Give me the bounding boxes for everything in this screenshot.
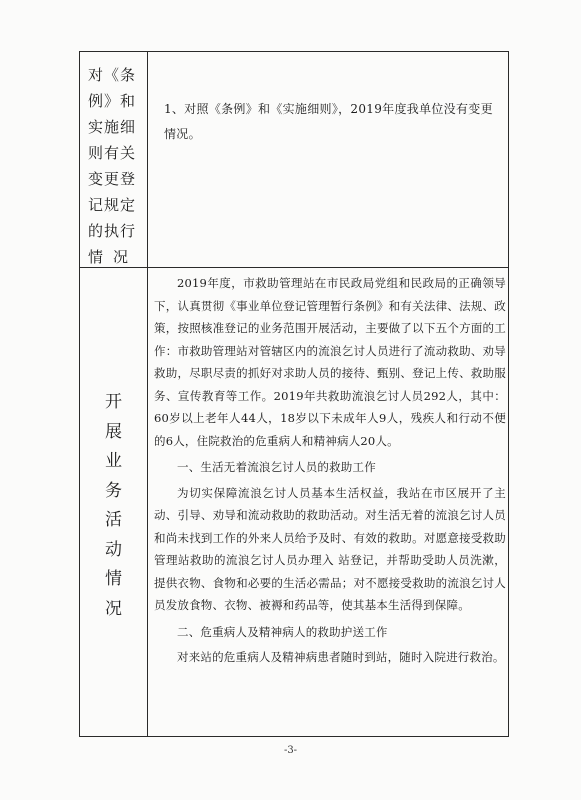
label-char: 业 bbox=[105, 451, 122, 471]
column-divider bbox=[147, 268, 148, 736]
registration-change-content: 1、对照《条例》和《实施细则》，2019年度我单位没有变更情况。 bbox=[164, 102, 493, 141]
registration-change-row bbox=[80, 52, 508, 268]
body-paragraph: 对来站的危重病人及精神病患者随时到站，随时入院进行救治。 bbox=[177, 650, 505, 664]
label-line: 实施细 bbox=[88, 118, 137, 136]
label-line: 对《条 bbox=[88, 66, 137, 84]
label-line: 则有关 bbox=[88, 144, 137, 162]
label-char: 情 bbox=[105, 569, 122, 589]
registration-change-label bbox=[80, 52, 147, 268]
section-heading: 二、危重病人及精神病人的救助护送工作 bbox=[177, 624, 388, 639]
label-line: 例》和 bbox=[88, 92, 137, 110]
business-activities-content bbox=[154, 272, 506, 669]
label-line: 记规定 bbox=[88, 196, 137, 214]
label-char: 动 bbox=[105, 539, 122, 560]
label-line: 的执行 bbox=[88, 222, 137, 240]
column-divider bbox=[147, 52, 148, 267]
summary-paragraph: 2019年度，市救助管理站在市民政局党组和民政局的正确领导下，认真贯彻《事业单位登记管理暂行条例》和有关法律、法规、政策，按照核准登记的业务范围开展活动，主要做了以下五个方面的工作：市救助管理站对管辖区内的流浪乞讨人员进行了流动救助、劝导救助，尽职尽责的抓好对求助人员的接待、甄别、登记上传、救助服务、宣传教育等工作。2019年共救助流浪乞讨人员292人，其中：60岁以上老年人44人，18岁以下未成年人9人，残疾人和行动不便的6人，住院救治的危重病人和精神病人20人。 bbox=[154, 276, 506, 448]
label-line: 情况 bbox=[88, 248, 139, 266]
label-char: 务 bbox=[105, 480, 122, 501]
label-char: 展 bbox=[105, 421, 122, 442]
label-char: 况 bbox=[105, 598, 122, 619]
body-paragraph: 为切实保障流浪乞讨人员基本生活权益，我站在市区展开了主动、引导、劝导和流动救助的救助活动。对生活无着的流浪乞讨人员和尚未找到工作的外来人员给予及时、有效的救助。对愿意接受救助管理站救助的流浪乞讨人员办理入 站登记，并帮助受助人员洗漱，提供衣物、食物和必要的生活必需品；对不愿接受救助的流浪乞讨人员发放食物、衣物、被褥和药品等，使其基本生活得到保障。 bbox=[154, 485, 506, 612]
form-table bbox=[79, 51, 509, 737]
label-line: 变更登 bbox=[88, 170, 137, 188]
section-heading: 一、生活无着流浪乞讨人员的救助工作 bbox=[177, 460, 376, 474]
business-activities-row bbox=[80, 268, 508, 736]
business-activities-label bbox=[80, 388, 147, 624]
label-char: 活 bbox=[105, 510, 122, 530]
label-char: 开 bbox=[105, 392, 122, 412]
page-number: -3- bbox=[283, 745, 298, 756]
